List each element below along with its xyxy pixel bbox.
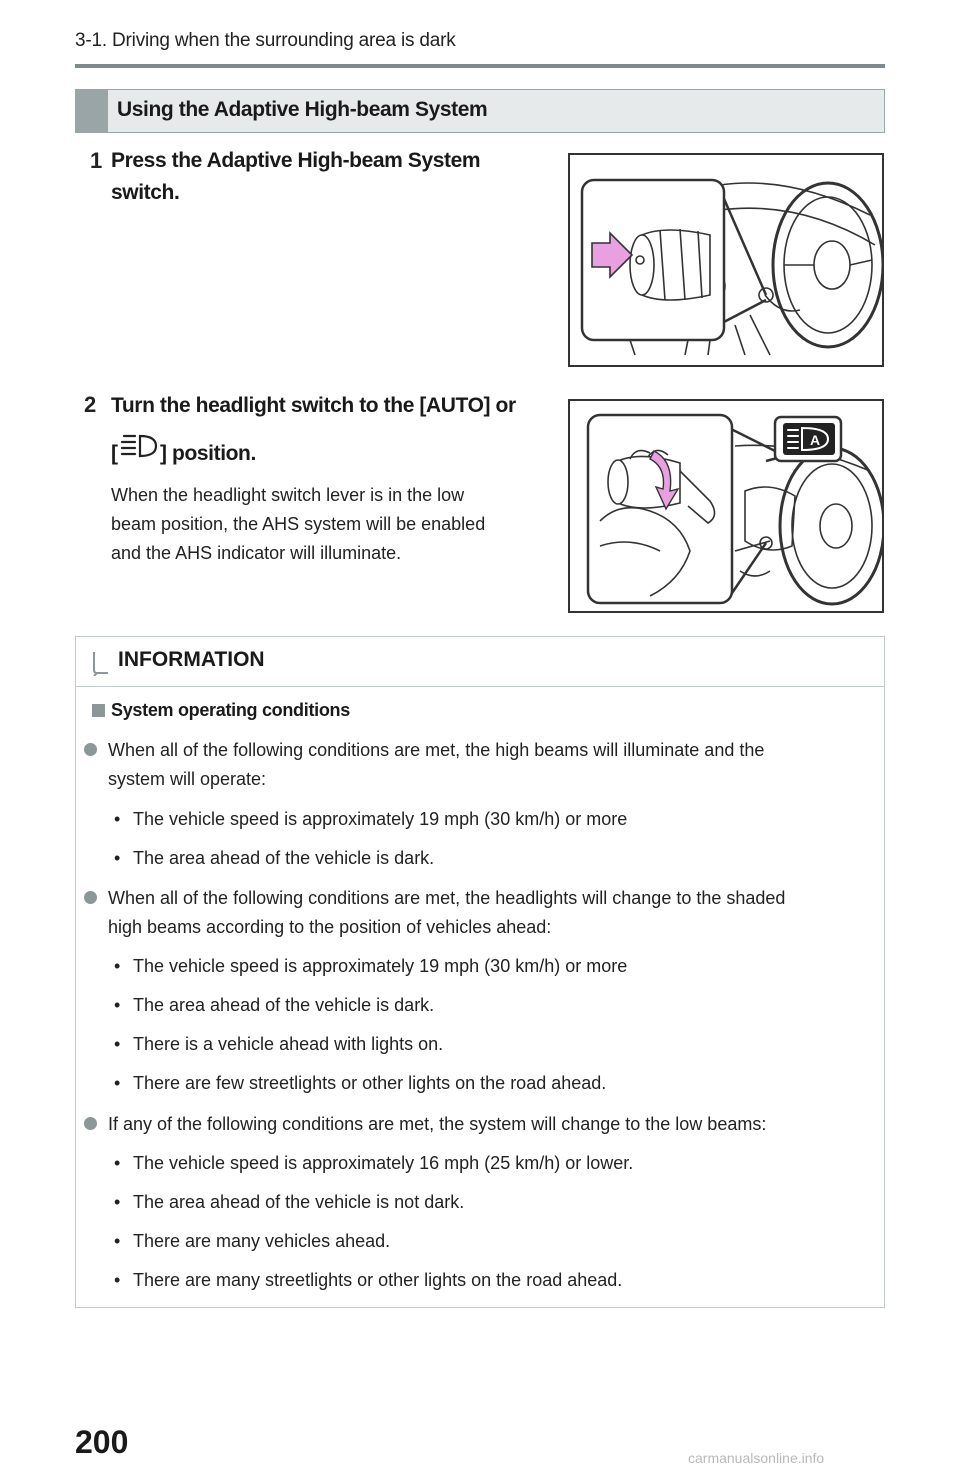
sub-item: • The area ahead of the vehicle is dark.	[133, 995, 434, 1016]
breadcrumb: 3-1. Driving when the surrounding area is dark	[75, 30, 456, 51]
round-bullet-icon	[84, 743, 97, 756]
step-2-bracket-open: [	[111, 442, 118, 465]
condition-2-line-2: high beams according to the position of vehicles ahead:	[108, 917, 552, 937]
step-1-text	[111, 145, 480, 209]
sub-item: • There are few streetlights or other lights on the road ahead.	[133, 1073, 606, 1094]
sub-item: • There are many streetlights or other lights on the road ahead.	[133, 1270, 622, 1291]
sub-item: • There is a vehicle ahead with lights on.	[133, 1034, 443, 1055]
sub-item: • There are many vehicles ahead.	[133, 1231, 390, 1252]
section-title: Using the Adaptive High-beam System	[117, 98, 488, 121]
information-subheading: System operating conditions	[111, 700, 350, 720]
page-number: 200	[75, 1424, 129, 1460]
step-2-desc-line-1: When the headlight switch lever is in the low	[111, 485, 465, 505]
step-2-desc-line-3: and the AHS indicator will illuminate.	[111, 543, 402, 563]
information-title: INFORMATION	[118, 648, 265, 671]
step-2-line-1: Turn the headlight switch to the [AUTO] or	[111, 394, 516, 417]
square-bullet-icon	[92, 704, 105, 717]
sub-item: • The vehicle speed is approximately 19 mph (30 km/h) or more	[133, 956, 627, 977]
round-bullet-icon	[84, 1117, 97, 1130]
figure-ahs-switch	[568, 153, 884, 367]
headlight-lever-illustration	[570, 401, 882, 611]
condition-3-line-1: If any of the following conditions are met, the system will change to the low beams:	[108, 1114, 767, 1134]
sub-item: • The area ahead of the vehicle is dark.	[133, 848, 434, 869]
figure-headlight-lever	[568, 399, 884, 613]
step-1-line-2: switch.	[111, 181, 180, 204]
section-title-tab	[75, 89, 108, 133]
condition-1-line-2: system will operate:	[108, 769, 267, 789]
condition-1-line-1: When all of the following conditions are met, the high beams will illuminate and the	[108, 740, 765, 760]
sub-item: • The vehicle speed is approximately 19 mph (30 km/h) or more	[133, 809, 627, 830]
sub-item: • The area ahead of the vehicle is not dark.	[133, 1192, 464, 1213]
indicator-letter: A	[810, 432, 821, 448]
auto-headlight-symbol-icon	[118, 430, 160, 469]
watermark: carmanualsonline.info	[688, 1450, 825, 1466]
condition-item-2	[108, 884, 785, 942]
step-2-description	[111, 481, 485, 568]
sub-item: • The vehicle speed is approximately 16 mph (25 km/h) or lower.	[133, 1153, 633, 1174]
header-divider	[75, 64, 885, 68]
condition-item-1	[108, 736, 764, 794]
note-icon	[91, 650, 111, 681]
round-bullet-icon	[84, 891, 97, 904]
ahs-switch-illustration	[570, 155, 882, 365]
step-2-number: 2	[84, 392, 97, 417]
condition-2-line-1: When all of the following conditions are met, the headlights will change to the shaded	[108, 888, 786, 908]
step-2-desc-line-2: beam position, the AHS system will be enabled	[111, 514, 486, 534]
condition-item-3	[108, 1110, 766, 1139]
step-1-line-1: Press the Adaptive High-beam System	[111, 149, 481, 172]
step-2-line-2: ] position.	[160, 442, 256, 465]
step-1-number: 1	[90, 148, 103, 173]
